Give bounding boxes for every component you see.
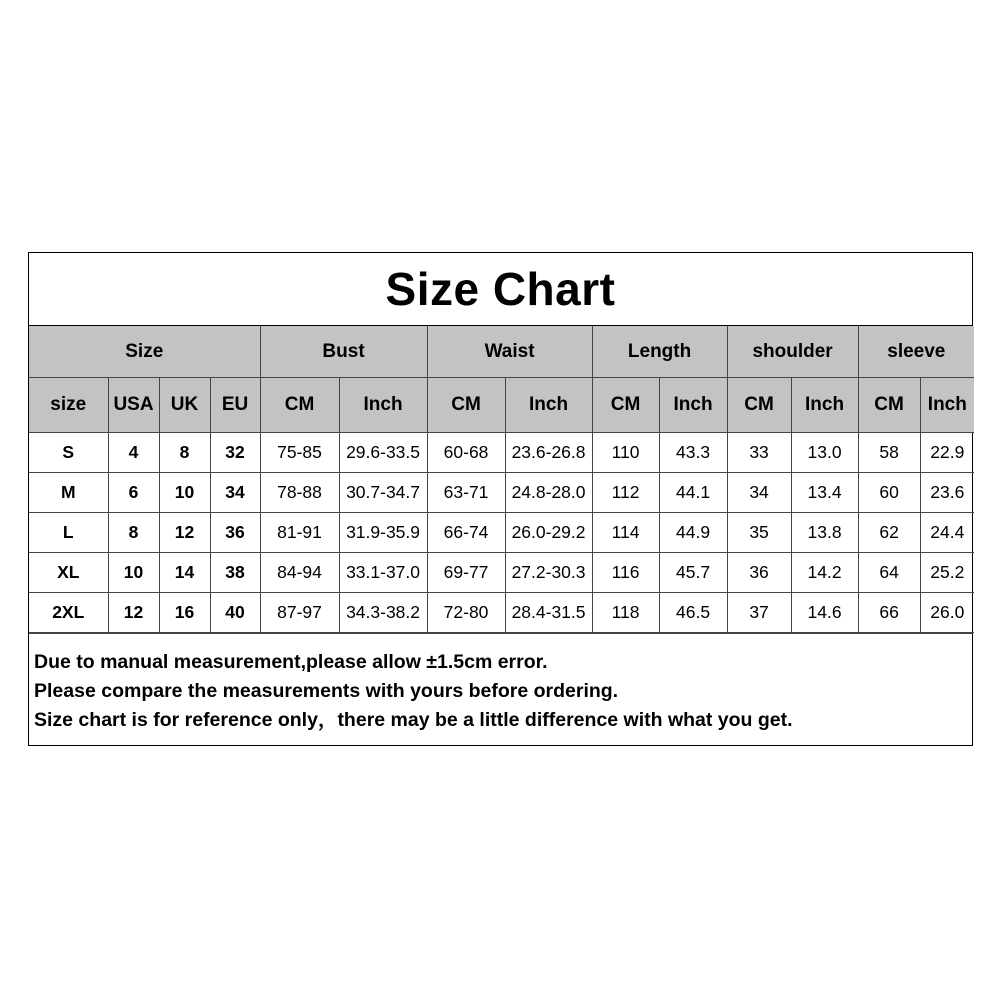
table-row xyxy=(29,593,974,633)
table-cell: 14 xyxy=(159,553,210,593)
table-cell: 26.0 xyxy=(920,593,974,633)
table-cell: 63-71 xyxy=(427,473,505,513)
table-cell: 36 xyxy=(210,513,260,553)
table-cell: 37 xyxy=(727,593,791,633)
table-cell: 72-80 xyxy=(427,593,505,633)
chart-title: Size Chart xyxy=(29,253,972,326)
size-table-body xyxy=(29,433,974,633)
size-label-cell: 2XL xyxy=(29,593,108,633)
table-cell: 26.0-29.2 xyxy=(505,513,592,553)
table-cell: 44.1 xyxy=(659,473,727,513)
table-cell: 12 xyxy=(159,513,210,553)
table-row xyxy=(29,473,974,513)
table-cell: 13.4 xyxy=(791,473,858,513)
table-cell: 58 xyxy=(858,433,920,473)
table-cell: 28.4-31.5 xyxy=(505,593,592,633)
table-cell: 27.2-30.3 xyxy=(505,553,592,593)
table-cell: 78-88 xyxy=(260,473,339,513)
table-cell: 112 xyxy=(592,473,659,513)
table-cell: 69-77 xyxy=(427,553,505,593)
table-cell: 31.9-35.9 xyxy=(339,513,427,553)
table-cell: 8 xyxy=(108,513,159,553)
table-cell: 10 xyxy=(108,553,159,593)
column-header: Inch xyxy=(659,378,727,433)
column-header: Inch xyxy=(505,378,592,433)
group-header-row xyxy=(29,326,974,378)
table-cell: 46.5 xyxy=(659,593,727,633)
column-header: USA xyxy=(108,378,159,433)
note-line: Please compare the measurements with yours before ordering. xyxy=(34,680,619,702)
table-cell: 66 xyxy=(858,593,920,633)
table-cell: 114 xyxy=(592,513,659,553)
note-line: Due to manual measurement,please allow ±1.5cm error. xyxy=(34,651,548,673)
column-header: Inch xyxy=(791,378,858,433)
group-header-shoulder: shoulder xyxy=(727,326,858,378)
table-cell: 13.8 xyxy=(791,513,858,553)
table-row xyxy=(29,513,974,553)
table-cell: 43.3 xyxy=(659,433,727,473)
table-cell: 14.2 xyxy=(791,553,858,593)
table-row xyxy=(29,553,974,593)
size-table xyxy=(29,326,974,633)
column-header: CM xyxy=(260,378,339,433)
table-cell: 13.0 xyxy=(791,433,858,473)
table-cell: 34 xyxy=(727,473,791,513)
size-chart xyxy=(28,252,973,746)
table-cell: 45.7 xyxy=(659,553,727,593)
table-cell: 84-94 xyxy=(260,553,339,593)
note-line: Size chart is for reference only，there may be a little difference with what you get. xyxy=(34,709,793,731)
table-cell: 25.2 xyxy=(920,553,974,593)
table-cell: 75-85 xyxy=(260,433,339,473)
table-cell: 33.1-37.0 xyxy=(339,553,427,593)
sub-header-row xyxy=(29,378,974,433)
table-cell: 8 xyxy=(159,433,210,473)
table-cell: 16 xyxy=(159,593,210,633)
group-header-length: Length xyxy=(592,326,727,378)
table-cell: 12 xyxy=(108,593,159,633)
table-cell: 14.6 xyxy=(791,593,858,633)
table-cell: 29.6-33.5 xyxy=(339,433,427,473)
table-cell: 32 xyxy=(210,433,260,473)
column-header: CM xyxy=(858,378,920,433)
table-cell: 116 xyxy=(592,553,659,593)
table-cell: 118 xyxy=(592,593,659,633)
table-cell: 36 xyxy=(727,553,791,593)
table-cell: 10 xyxy=(159,473,210,513)
table-cell: 110 xyxy=(592,433,659,473)
table-row xyxy=(29,433,974,473)
table-cell: 4 xyxy=(108,433,159,473)
column-header: UK xyxy=(159,378,210,433)
column-header: EU xyxy=(210,378,260,433)
table-cell: 64 xyxy=(858,553,920,593)
table-cell: 24.8-28.0 xyxy=(505,473,592,513)
group-header-sleeve: sleeve xyxy=(858,326,974,378)
table-cell: 66-74 xyxy=(427,513,505,553)
table-cell: 6 xyxy=(108,473,159,513)
column-header: Inch xyxy=(339,378,427,433)
table-cell: 23.6-26.8 xyxy=(505,433,592,473)
group-header-size: Size xyxy=(29,326,260,378)
column-header: CM xyxy=(427,378,505,433)
size-label-cell: L xyxy=(29,513,108,553)
table-cell: 62 xyxy=(858,513,920,553)
column-header: CM xyxy=(727,378,791,433)
table-cell: 87-97 xyxy=(260,593,339,633)
column-header: Inch xyxy=(920,378,974,433)
table-cell: 23.6 xyxy=(920,473,974,513)
table-cell: 35 xyxy=(727,513,791,553)
table-cell: 44.9 xyxy=(659,513,727,553)
table-cell: 40 xyxy=(210,593,260,633)
column-header: size xyxy=(29,378,108,433)
table-cell: 30.7-34.7 xyxy=(339,473,427,513)
group-header-bust: Bust xyxy=(260,326,427,378)
table-cell: 81-91 xyxy=(260,513,339,553)
size-label-cell: S xyxy=(29,433,108,473)
table-cell: 24.4 xyxy=(920,513,974,553)
table-cell: 60 xyxy=(858,473,920,513)
size-label-cell: XL xyxy=(29,553,108,593)
table-cell: 34.3-38.2 xyxy=(339,593,427,633)
table-cell: 22.9 xyxy=(920,433,974,473)
table-cell: 33 xyxy=(727,433,791,473)
notes xyxy=(29,633,972,735)
size-label-cell: M xyxy=(29,473,108,513)
table-cell: 60-68 xyxy=(427,433,505,473)
group-header-waist: Waist xyxy=(427,326,592,378)
table-cell: 38 xyxy=(210,553,260,593)
column-header: CM xyxy=(592,378,659,433)
table-cell: 34 xyxy=(210,473,260,513)
